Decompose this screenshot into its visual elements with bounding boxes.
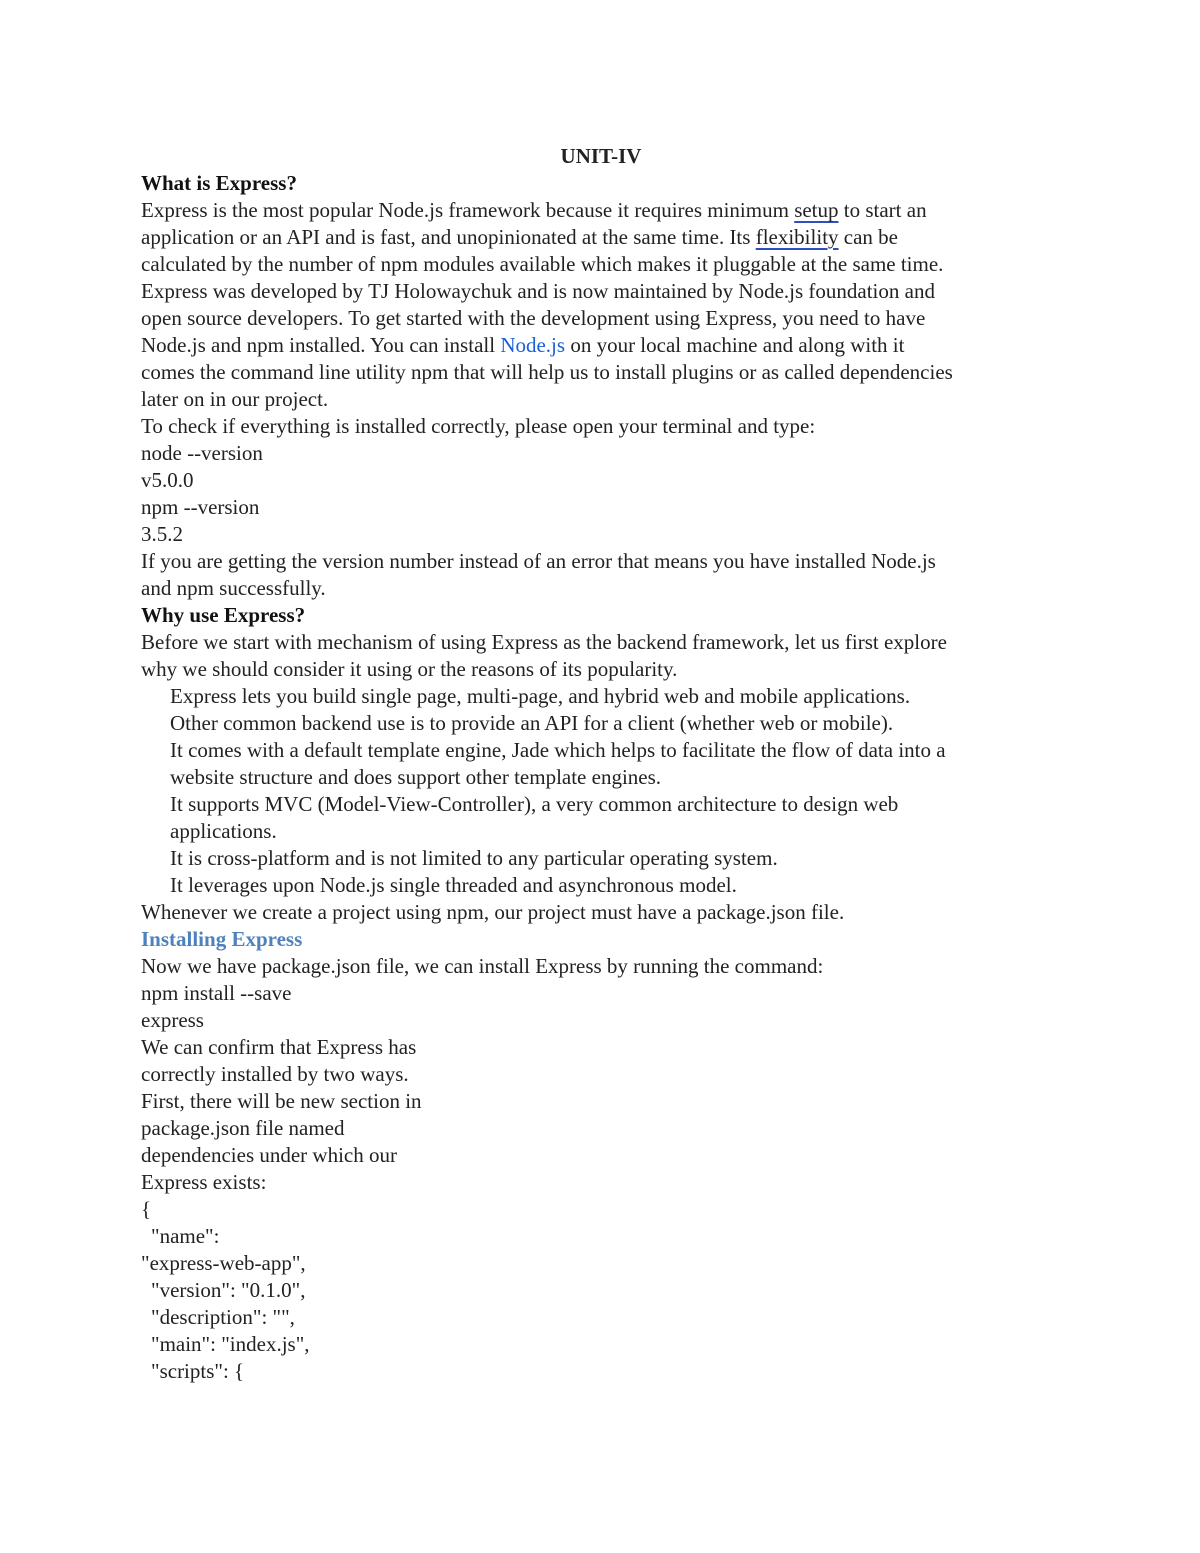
command-npm-install-continuation: express	[141, 1008, 204, 1032]
check-install-line: To check if everything is installed correctly, please open your terminal and type:	[141, 414, 816, 438]
code-line: "version": "0.1.0",	[151, 1278, 306, 1302]
code-line: "scripts": {	[151, 1359, 245, 1383]
paragraph-line: If you are getting the version number instead of an error that means you have installed Node.js	[141, 549, 936, 573]
paragraph-line: package.json file named	[141, 1116, 345, 1140]
heading-what-is-express: What is Express?	[141, 171, 297, 195]
paragraph-line: calculated by the number of npm modules available which makes it pluggable at the same time.	[141, 252, 944, 276]
paragraph-line: Whenever we create a project using npm, our project must have a package.json file.	[141, 900, 845, 924]
command-npm-install: npm install --save	[141, 981, 292, 1005]
heading-installing-express: Installing Express	[141, 927, 303, 951]
paragraph-line: Express was developed by TJ Holowaychuk and is now maintained by Node.js foundation and	[141, 279, 935, 303]
page-title: UNIT-IV	[560, 144, 642, 168]
paragraph-line: correctly installed by two ways.	[141, 1062, 409, 1086]
paragraph-line: later on in our project.	[141, 387, 329, 411]
code-line: "description": "",	[151, 1305, 295, 1329]
paragraph-line: Now we have package.json file, we can install Express by running the command:	[141, 954, 824, 978]
paragraph-line	[141, 197, 1061, 224]
grammar-underlined-word: flexibility	[755, 225, 839, 249]
paragraph-line	[141, 224, 1061, 251]
paragraph-line: We can confirm that Express has	[141, 1035, 417, 1059]
command-node-version: node --version	[141, 441, 263, 465]
output-npm-version: 3.5.2	[141, 522, 183, 546]
paragraph-line	[141, 332, 1061, 359]
code-line: "main": "index.js",	[151, 1332, 310, 1356]
paragraph-line: why we should consider it using or the reasons of its popularity.	[141, 657, 678, 681]
grammar-underlined-word: setup	[794, 198, 839, 222]
nodejs-link[interactable]: Node.js	[500, 333, 566, 357]
document-body	[141, 143, 1061, 1385]
list-item-continuation: applications.	[170, 819, 277, 843]
list-item: It is cross-platform and is not limited to any particular operating system.	[170, 846, 778, 870]
paragraph-line: and npm successfully.	[141, 576, 326, 600]
text-span: can be	[843, 225, 898, 249]
list-item: Express lets you build single page, multi-page, and hybrid web and mobile applications.	[170, 684, 911, 708]
text-span: Node.js and npm installed. You can install	[141, 333, 496, 357]
paragraph-line: First, there will be new section in	[141, 1089, 422, 1113]
output-node-version: v5.0.0	[141, 468, 194, 492]
text-span: Express is the most popular Node.js framework because it requires minimum	[141, 198, 789, 222]
text-span: on your local machine and along with it	[570, 333, 905, 357]
heading-why-use-express: Why use Express?	[141, 603, 306, 627]
text-span: application or an API and is fast, and unopinionated at the same time. Its	[141, 225, 751, 249]
command-npm-version: npm --version	[141, 495, 260, 519]
paragraph-line: comes the command line utility npm that will help us to install plugins or as called dependencies	[141, 360, 953, 384]
paragraph-line: dependencies under which our	[141, 1143, 397, 1167]
paragraph-line: Before we start with mechanism of using Express as the backend framework, let us first explore	[141, 630, 947, 654]
code-line: {	[141, 1197, 152, 1221]
list-item: It comes with a default template engine, Jade which helps to facilitate the flow of data into a	[170, 738, 946, 762]
text-span: to start an	[843, 198, 927, 222]
code-line: "express-web-app",	[141, 1251, 306, 1275]
code-line: "name":	[151, 1224, 220, 1248]
list-item: It leverages upon Node.js single threaded and asynchronous model.	[170, 873, 737, 897]
list-item: Other common backend use is to provide an API for a client (whether web or mobile).	[170, 711, 894, 735]
paragraph-line: Express exists:	[141, 1170, 267, 1194]
list-item: It supports MVC (Model-View-Controller), a very common architecture to design web	[170, 792, 899, 816]
paragraph-line: open source developers. To get started with the development using Express, you need to have	[141, 306, 926, 330]
list-item-continuation: website structure and does support other template engines.	[170, 765, 662, 789]
